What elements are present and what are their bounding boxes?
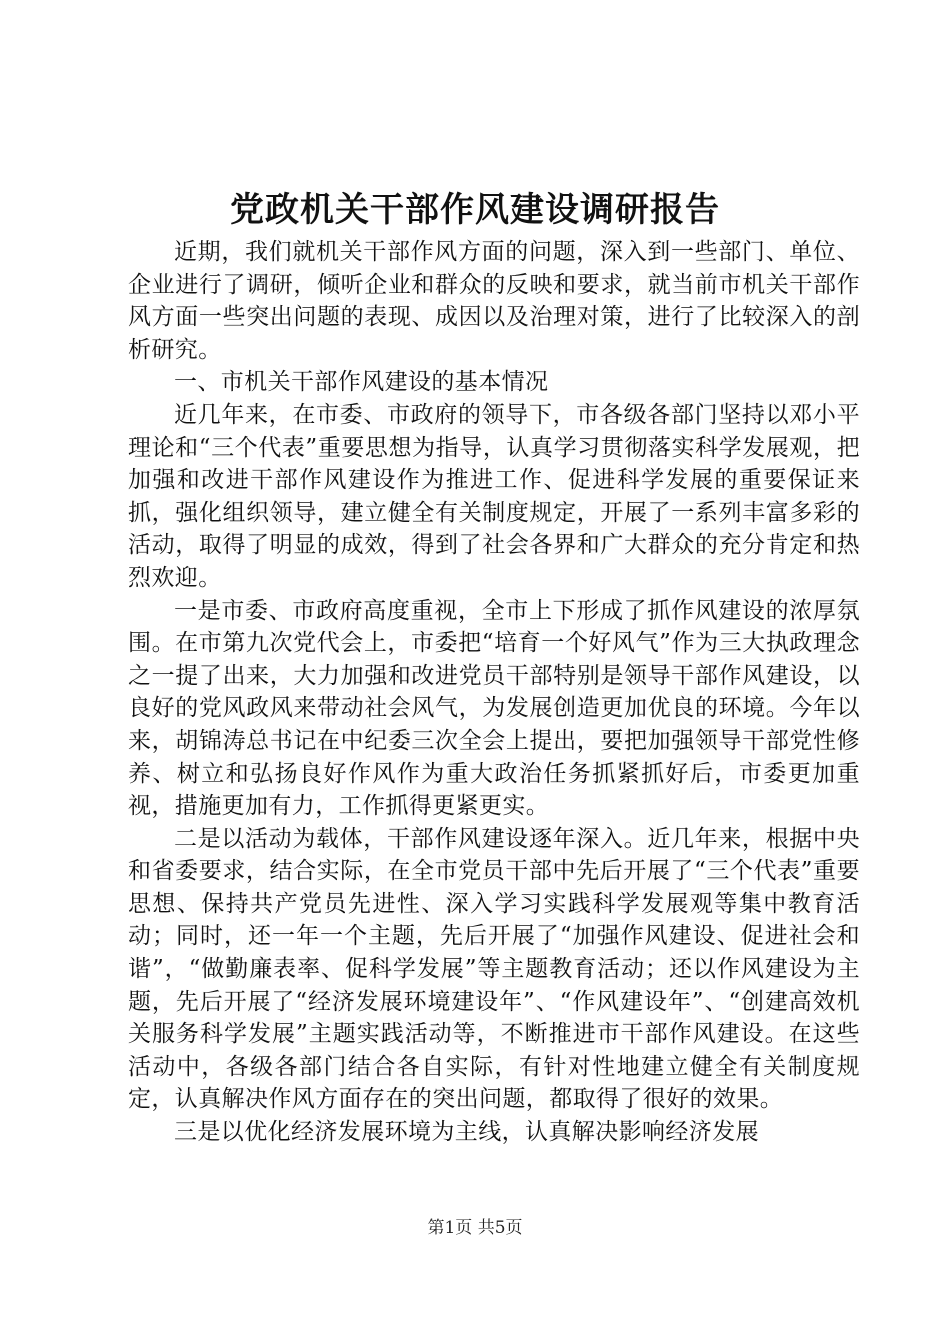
paragraph-overview: 近几年来，在市委、市政府的领导下，市各级各部门坚持以邓小平理论和“三个代表”重要思想为指导，认真学习贯彻落实科学发展观，把加强和改进干部作风建设作为推进工作、促进科学发展的重要保证来抓，强化组织领导，建立健全有关制度规定，开展了一系列丰富多彩的活动，取得了明显的成效，得到了社会各界和广大群众的充分肯定和热烈欢迎。 <box>128 401 860 591</box>
paragraph-point-1: 一是市委、市政府高度重视，全市上下形成了抓作风建设的浓厚氛围。在市第九次党代会上，市委把“培育一个好风气”作为三大执政理念之一提了出来，大力加强和改进党员干部特别是领导干部作风建设，以良好的党风政风来带动社会风气，为发展创造更加优良的环境。今年以来，胡锦涛总书记在中纪委三次全会上提出，要把加强领导干部党性修养、树立和弘扬良好作风作为重大政治任务抓紧抓好后，市委更加重视，措施更加有力，工作抓得更紧更实。 <box>128 597 860 820</box>
document-body <box>128 236 860 1149</box>
paragraph-intro: 近期，我们就机关干部作风方面的问题，深入到一些部门、单位、企业进行了调研，倾听企业和群众的反映和要求，就当前市机关干部作风方面一些突出问题的表现、成因以及治理对策，进行了比较深入的剖析研究。 <box>128 239 860 363</box>
section-heading-1: 一、市机关干部作风建设的基本情况 <box>174 369 549 396</box>
paragraph-point-3: 三是以优化经济发展环境为主线，认真解决影响经济发展 <box>174 1119 759 1146</box>
page-footer: 第1页 共5页 <box>427 1218 523 1238</box>
paragraph-point-2: 二是以活动为载体，干部作风建设逐年深入。近几年来，根据中央和省委要求，结合实际，在全市党员干部中先后开展了“三个代表”重要思想、保持共产党员先进性、深入学习实践科学发展观等集中教育活动；同时，还一年一个主题，先后开展了“加强作风建设、促进社会和谐”，“做勤廉表率、促科学发展”等主题教育活动；还以作风建设为主题，先后开展了“经济发展环境建设年”、“作风建设年”、“创建高效机关服务科学发展”主题实践活动等，不断推进市干部作风建设。在这些活动中，各级各部门结合各自实际，有针对性地建立健全有关制度规定，认真解决作风方面存在的突出问题，都取得了很好的效果。 <box>128 825 860 1113</box>
document-title: 党政机关干部作风建设调研报告 <box>230 190 720 230</box>
